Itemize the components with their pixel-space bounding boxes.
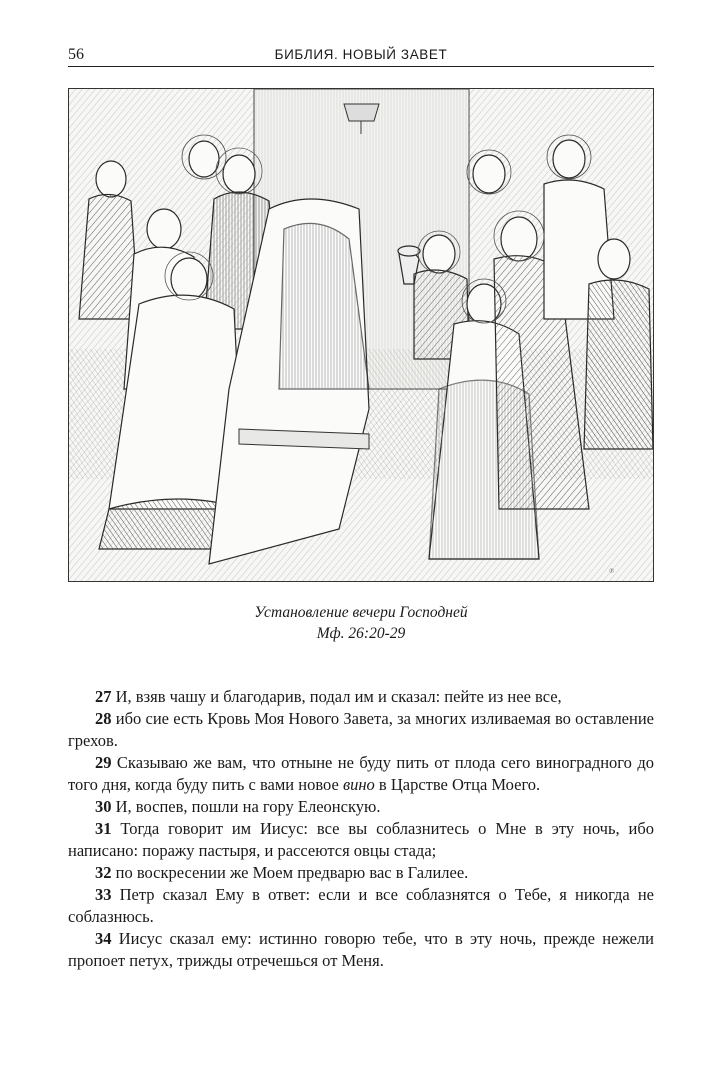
illustration-caption-reference: Мф. 26:20-29 [316,625,406,642]
verse-text: по воскресении же Моем предварю вас в Галилее. [111,863,469,882]
illustration [68,88,654,582]
verse [68,686,654,708]
page-number: 56 [68,46,84,63]
running-title: БИБЛИЯ. НОВЫЙ ЗАВЕТ [274,47,448,62]
verse-number: 27 [95,687,112,706]
verse-text: Сказываю же вам, что отныне не буду пить от плода сего виноградного до того дня, когда буду пить с вами новое [68,753,654,794]
verse-number: 33 [95,885,112,904]
scripture-text [68,686,654,972]
verse [68,884,654,928]
verse-text: И, воспев, пошли на гору Елеонскую. [111,797,381,816]
page-header [68,44,654,67]
verse-number: 32 [95,863,112,882]
verse-number: 31 [95,819,112,838]
verse-number: 28 [95,709,112,728]
verse-number: 29 [95,753,112,772]
verse-text: ибо сие есть Кровь Моя Нового Завета, за многих изливаемая во оставление грехов. [68,709,654,750]
verse-text: И, взяв чашу и благодарив, подал им и сказал: пейте из нее все, [111,687,562,706]
verse-text: Петр сказал Ему в ответ: если и все соблазнятся о Тебе, я никогда не соблазнюсь. [68,885,654,926]
verse-text-tail: в Царстве Отца Моего. [374,775,541,794]
verse [68,708,654,752]
verse-number: 30 [95,797,112,816]
verse [68,752,654,796]
engraving-image [69,89,653,581]
verse [68,862,654,884]
svg-text:℗: ℗ [609,567,615,575]
verse-number: 34 [95,929,112,948]
verse-emphasis: вино [342,775,375,794]
verse-text: Иисус сказал ему: истинно говорю тебе, что в эту ночь, прежде нежели пропоет петух, трижды отречешься от Меня. [68,929,654,970]
verse [68,928,654,972]
verse [68,796,654,818]
illustration-caption-title: Установление вечери Господней [254,604,468,621]
verse-text: Тогда говорит им Иисус: все вы соблазнитесь о Мне в эту ночь, ибо написано: поражу пастыря, и рассеются овцы стада; [68,819,654,860]
verse [68,818,654,862]
